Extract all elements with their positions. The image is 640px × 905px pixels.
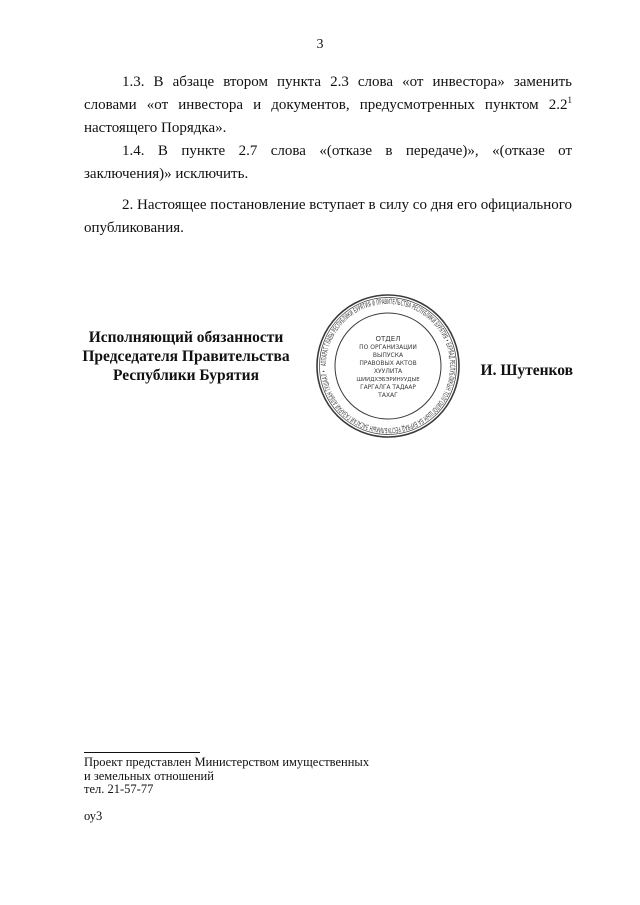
signature-title-line: Председателя Правительства <box>82 348 290 365</box>
footer-divider <box>84 752 200 753</box>
svg-text:ОТДЕЛ: ОТДЕЛ <box>375 335 401 343</box>
svg-text:ТАХАГ: ТАХАГ <box>378 392 398 399</box>
signature-title-line: Республики Бурятия <box>113 367 259 384</box>
page-number: 3 <box>316 37 324 52</box>
document-code: оу3 <box>84 809 103 823</box>
signature-title-line: Исполняющий обязанности <box>88 329 284 346</box>
svg-text:ПО ОРГАНИЗАЦИИ: ПО ОРГАНИЗАЦИИ <box>359 344 417 351</box>
svg-text:ПРАВОВЫХ АКТОВ: ПРАВОВЫХ АКТОВ <box>359 360 417 367</box>
paragraph-1-3: 1.3. В абзаце втором пункта 2.3 слова «от инвестора» заменить словами «от инвестора и документов, предусмотренных пунктом $2.2^1$ настоящего Порядка». <box>84 74 572 136</box>
official-seal-stamp <box>314 292 462 440</box>
signature-title <box>82 328 290 385</box>
paragraph-1-4: 1.4. В пункте 2.7 слова «(отказе в передаче)», «(отказе от заключения)» исключить. <box>84 143 572 182</box>
seal-outer-text: АППАРАТ ГЛАВЫ РЕСПУБЛИКИ БУРЯТИЯ И ПРАВИТЕЛЬСТВА РЕСПУБЛИКИ БУРЯТИЯ • БУРЯАД РЕСПУБЛИКЫН ТОЛГОЙЛОГШЫН БА БУРЯАД РЕСПУБЛИКЫН ЗАСАГАЙ ГАЗАРАЙ АЛБАН ТУШААЛ • <box>318 296 458 436</box>
footer-line: тел. 21-57-77 <box>84 782 154 796</box>
svg-text:ШИИДХЭБЭРИНУУДЫЕ: ШИИДХЭБЭРИНУУДЫЕ <box>356 377 420 383</box>
footer-line: и земельных отношений <box>84 768 214 783</box>
svg-text:ГАРГАЛГА ТАДААР: ГАРГАЛГА ТАДААР <box>360 385 416 391</box>
svg-text:ХУУЛИТА: ХУУЛИТА <box>373 368 403 375</box>
body-text-main <box>84 71 572 186</box>
footer-line: Проект представлен Министерством имущественных <box>84 755 370 769</box>
signer-name: И. Шутенков <box>480 362 573 379</box>
superscript-index: 1 <box>567 95 572 105</box>
svg-text:ВЫПУСКА: ВЫПУСКА <box>372 352 404 359</box>
footer-note <box>84 756 369 797</box>
paragraph-2: 2. Настоящее постановление вступает в силу со дня его официального опубликования. <box>84 197 572 236</box>
seal-inner-text <box>356 335 420 399</box>
body-text-closing <box>84 194 572 240</box>
